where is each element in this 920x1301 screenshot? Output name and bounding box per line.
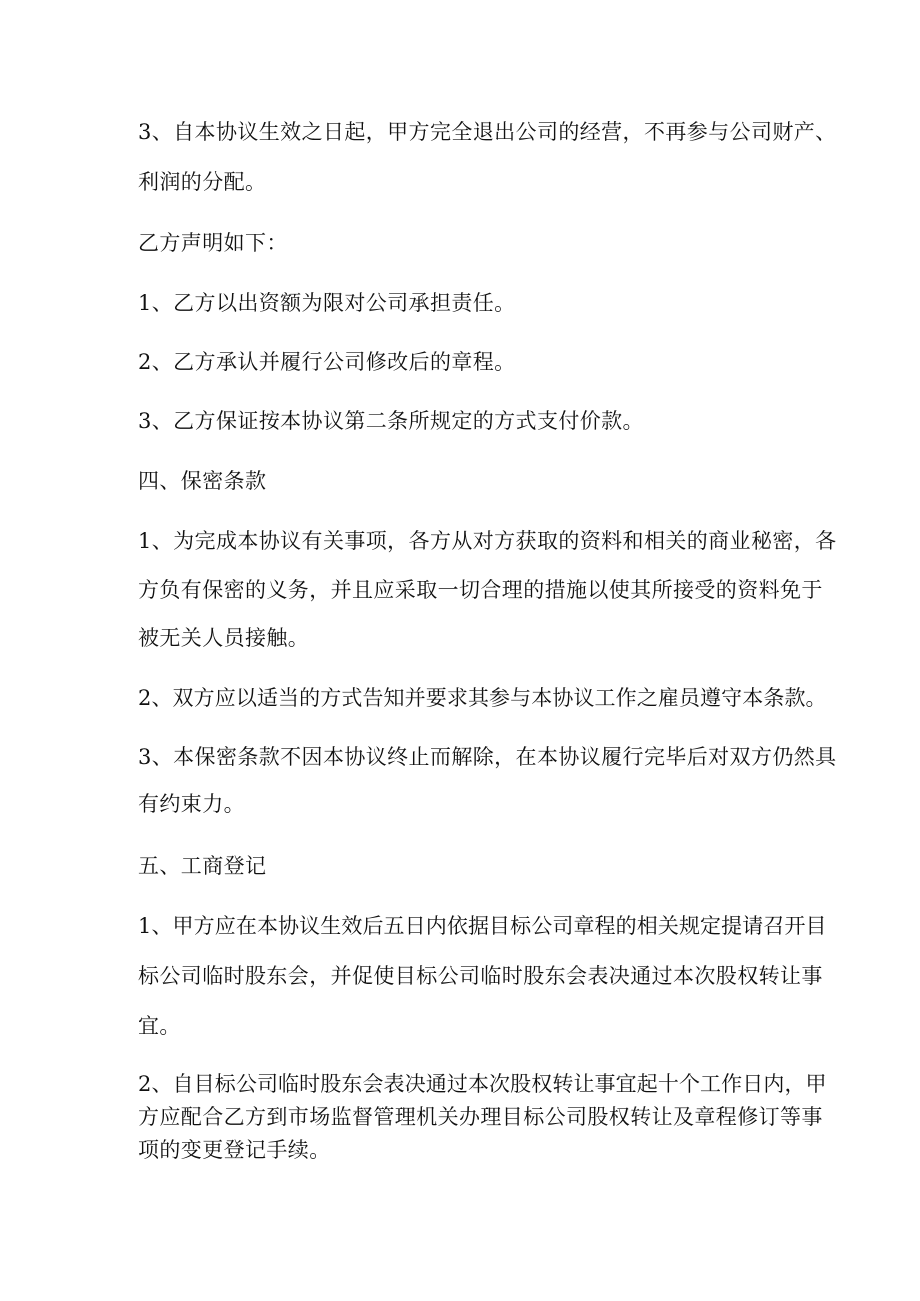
section-heading: 五、工商登记	[138, 854, 267, 878]
text-line: 被无关人员接触。	[138, 626, 310, 650]
section-heading: 乙方声明如下：	[138, 231, 288, 255]
text-line: 方负有保密的义务，并且应采取一切合理的措施以使其所接受的资料免于	[138, 578, 823, 602]
text-line: 方应配合乙方到市场监督管理机关办理目标公司股权转让及章程修订等事	[138, 1105, 823, 1129]
text-line: 项的变更登记手续。	[138, 1138, 331, 1162]
text-line: 3、自本协议生效之日起，甲方完全退出公司的经营，不再参与公司财产、	[138, 120, 837, 144]
text-line: 利润的分配。	[138, 170, 267, 194]
text-line: 2、自目标公司临时股东会表决通过本次股权转让事宜起十个工作日内，甲	[138, 1072, 827, 1096]
section-heading: 四、保密条款	[138, 469, 267, 493]
text-line: 1、甲方应在本协议生效后五日内依据目标公司章程的相关规定提请召开目	[138, 914, 827, 938]
text-line: 2、双方应以适当的方式告知并要求其参与本协议工作之雇员遵守本条款。	[138, 686, 827, 710]
text-line: 3、本保密条款不因本协议终止而解除，在本协议履行完毕后对双方仍然具	[138, 745, 837, 769]
text-line: 有约束力。	[138, 792, 245, 816]
text-line: 宜。	[138, 1014, 181, 1038]
text-line: 标公司临时股东会，并促使目标公司临时股东会表决通过本次股权转让事	[138, 964, 823, 988]
text-line: 1、乙方以出资额为限对公司承担责任。	[138, 291, 516, 315]
text-line: 3、乙方保证按本协议第二条所规定的方式支付价款。	[138, 409, 644, 433]
text-line: 1、为完成本协议有关事项，各方从对方获取的资料和相关的商业秘密，各	[138, 529, 837, 553]
text-line: 2、乙方承认并履行公司修改后的章程。	[138, 350, 516, 374]
